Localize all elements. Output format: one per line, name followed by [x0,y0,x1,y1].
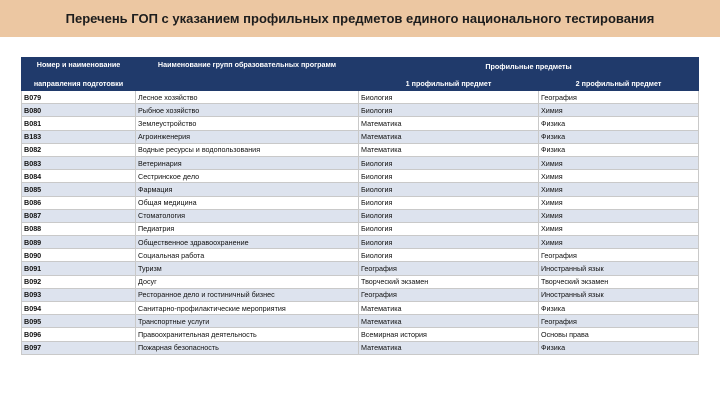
subject1-cell: Математика [359,315,539,328]
code-cell: В079 [22,91,136,104]
header-subject1: 1 профильный предмет [359,76,539,91]
subject2-cell: Химия [539,183,699,196]
subject2-cell: Творческий экзамен [539,275,699,288]
table-row [22,302,699,315]
program-name-cell: Ресторанное дело и гостиничный бизнес [136,288,359,301]
subject1-cell: Математика [359,341,539,354]
subject1-cell: Творческий экзамен [359,275,539,288]
code-cell: В087 [22,209,136,222]
subject1-cell: Всемирная история [359,328,539,341]
subject2-cell: Основы права [539,328,699,341]
table-row [22,262,699,275]
title-banner [0,0,720,37]
subject2-cell: Химия [539,104,699,117]
program-name-cell: Социальная работа [136,249,359,262]
code-cell: В081 [22,117,136,130]
subject2-cell: Физика [539,341,699,354]
code-cell: В085 [22,183,136,196]
code-cell: В183 [22,130,136,143]
subject2-cell: Химия [539,156,699,169]
subject2-cell: Химия [539,236,699,249]
code-cell: В088 [22,222,136,235]
subject2-cell: Химия [539,196,699,209]
code-cell: В094 [22,302,136,315]
subject1-cell: География [359,262,539,275]
program-name-cell: Агроинженерия [136,130,359,143]
subject2-cell: География [539,249,699,262]
header-subject2: 2 профильный предмет [539,76,699,91]
table-row [22,328,699,341]
table-row [22,288,699,301]
code-cell: В086 [22,196,136,209]
code-cell: В080 [22,104,136,117]
subject1-cell: Математика [359,143,539,156]
subject2-cell: Физика [539,130,699,143]
table-row [22,143,699,156]
code-cell: В090 [22,249,136,262]
subject2-cell: Химия [539,222,699,235]
program-name-cell: Стоматология [136,209,359,222]
subject1-cell: Биология [359,196,539,209]
program-name-cell: Рыбное хозяйство [136,104,359,117]
subject1-cell: Биология [359,183,539,196]
subject1-cell: География [359,288,539,301]
code-cell: В092 [22,275,136,288]
table-row [22,222,699,235]
table-row [22,196,699,209]
header-col1-line1: Номер и наименование [22,58,136,76]
program-name-cell: Ветеринария [136,156,359,169]
program-name-cell: Землеустройство [136,117,359,130]
table-row [22,117,699,130]
table-row [22,91,699,104]
subject1-cell: Математика [359,130,539,143]
subject2-cell: География [539,315,699,328]
table-row [22,183,699,196]
table-body [22,91,699,355]
program-name-cell: Транспортные услуги [136,315,359,328]
subject1-cell: Биология [359,91,539,104]
table-row [22,156,699,169]
program-name-cell: Досуг [136,275,359,288]
subject2-cell: Физика [539,302,699,315]
table-row [22,104,699,117]
table-row [22,209,699,222]
table-row [22,170,699,183]
subject1-cell: Математика [359,302,539,315]
code-cell: В097 [22,341,136,354]
program-name-cell: Педиатрия [136,222,359,235]
program-name-cell: Правоохранительная деятельность [136,328,359,341]
program-name-cell: Пожарная безопасность [136,341,359,354]
table-row [22,249,699,262]
subject1-cell: Биология [359,104,539,117]
program-name-cell: Водные ресурсы и водопользования [136,143,359,156]
subject2-cell: Химия [539,209,699,222]
table-header [22,58,699,91]
subject1-cell: Биология [359,222,539,235]
program-name-cell: Общая медицина [136,196,359,209]
code-cell: В083 [22,156,136,169]
header-col1-line2: направления подготовки [22,76,136,91]
code-cell: В089 [22,236,136,249]
code-cell: В091 [22,262,136,275]
table-row [22,130,699,143]
subject1-cell: Биология [359,170,539,183]
code-cell: В082 [22,143,136,156]
header-col2: Наименование групп образовательных программ [136,58,359,91]
subject2-cell: Химия [539,170,699,183]
subject2-cell: География [539,91,699,104]
subject1-cell: Биология [359,209,539,222]
subject1-cell: Биология [359,249,539,262]
code-cell: В093 [22,288,136,301]
subject2-cell: Физика [539,143,699,156]
profile-subjects-table [21,57,699,355]
subject2-cell: Иностранный язык [539,262,699,275]
code-cell: В095 [22,315,136,328]
table-row [22,315,699,328]
program-name-cell: Туризм [136,262,359,275]
program-name-cell: Лесное хозяйство [136,91,359,104]
program-name-cell: Общественное здравоохранение [136,236,359,249]
code-cell: В084 [22,170,136,183]
program-name-cell: Санитарно-профилактические мероприятия [136,302,359,315]
page-title: Перечень ГОП с указанием профильных предметов единого национального тестирования [65,11,655,26]
program-name-cell: Сестринское дело [136,170,359,183]
subject2-cell: Физика [539,117,699,130]
table-row [22,275,699,288]
subject1-cell: Биология [359,156,539,169]
subject1-cell: Биология [359,236,539,249]
code-cell: В096 [22,328,136,341]
program-name-cell: Фармация [136,183,359,196]
table-row [22,341,699,354]
header-profile-group: Профильные предметы [359,58,699,76]
subject2-cell: Иностранный язык [539,288,699,301]
table-row [22,236,699,249]
subject1-cell: Математика [359,117,539,130]
